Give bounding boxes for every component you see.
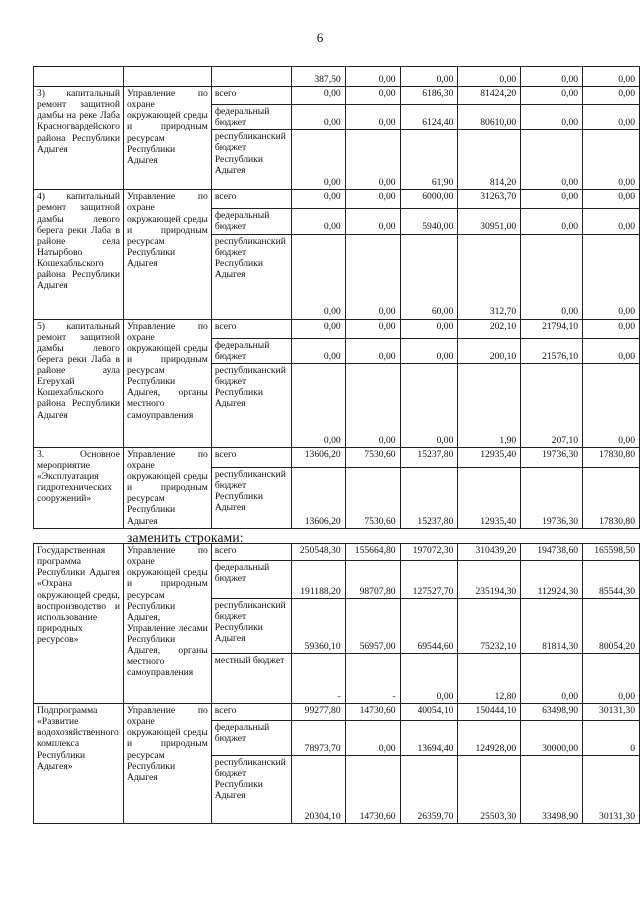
responsible-org-cell: Управление по охране окружающей среды и природным ресурсам Республики Адыгея, Управление лесами Республики Адыгея, органы местного самоуправления — [123, 544, 211, 704]
funding-source-cell: всего — [211, 544, 291, 561]
value-cell: 0,00 — [583, 654, 640, 704]
value-cell: 81814,30 — [521, 599, 583, 654]
empty-cell — [123, 67, 211, 87]
value-cell: 12935,40 — [458, 467, 521, 528]
program-name-cell: Подпрограмма «Развитие водохозяйственного комплекса Республики Адыгея» — [34, 704, 124, 824]
value-cell: 60,00 — [400, 234, 458, 319]
value-cell: 6000,00 — [400, 190, 458, 209]
value-cell: 0,00 — [345, 319, 400, 338]
funding-source-cell: республиканский бюджет Республики Адыгея — [211, 467, 291, 528]
value-cell: 202,10 — [458, 319, 521, 338]
funding-source-cell: федеральный бюджет — [211, 561, 291, 599]
table-row — [34, 67, 640, 87]
value-cell: 21576,10 — [521, 338, 583, 363]
value-cell: 0,00 — [583, 209, 640, 234]
program-name-cell: 3) капитальный ремонт защитной дамбы на реке Лаба Красногвардейского района Республики Адыгея — [34, 87, 124, 190]
value-cell: 124928,00 — [458, 721, 521, 756]
value-cell: 0,00 — [521, 87, 583, 105]
value-cell: 61,90 — [400, 130, 458, 190]
value-cell: 0,00 — [583, 319, 640, 338]
value-cell: 0,00 — [345, 234, 400, 319]
page-number: 6 — [316, 30, 324, 45]
value-cell: 7530,60 — [345, 447, 400, 467]
value-cell: 30131,30 — [583, 756, 640, 824]
table-row — [34, 319, 640, 338]
value-cell: 235194,30 — [458, 561, 521, 599]
program-name-cell: 4) капитальный ремонт защитной дамбы левого берега реки Лаба в районе села Натырбово Кошехабльского района Республики Адыгея — [34, 190, 124, 319]
value-cell: 31263,70 — [458, 190, 521, 209]
value-cell: - — [345, 654, 400, 704]
value-cell: 0,00 — [400, 338, 458, 363]
responsible-org-cell: Управление по охране окружающей среды и природным ресурсам Республики Адыгея — [123, 704, 211, 824]
funding-source-cell: республиканский бюджет Республики Адыгея — [211, 599, 291, 654]
value-cell: 0,00 — [521, 234, 583, 319]
value-cell: 0,00 — [291, 105, 345, 130]
value-cell: 0,00 — [345, 190, 400, 209]
value-cell: 0 — [583, 721, 640, 756]
value-cell: 0,00 — [583, 363, 640, 447]
value-cell: 7530,60 — [345, 467, 400, 528]
value-cell: 0,00 — [400, 363, 458, 447]
value-cell: 0,00 — [345, 105, 400, 130]
value-cell: 0,00 — [291, 234, 345, 319]
responsible-org-cell: Управление по охране окружающей среды и природным ресурсам Республики Адыгея — [123, 447, 211, 528]
value-cell: 30131,30 — [583, 704, 640, 721]
table-row — [34, 447, 640, 467]
program-name-cell: 5) капитальный ремонт защитной дамбы левого берега реки Лаба в районе аула Егерухай Кошехабльского района Республики Адыгея — [34, 319, 124, 447]
value-cell: 191188,20 — [291, 561, 345, 599]
value-cell: 1,90 — [458, 363, 521, 447]
value-cell: 19736,30 — [521, 447, 583, 467]
value-cell: 0,00 — [345, 721, 400, 756]
empty-cell — [211, 67, 291, 87]
funding-source-cell: местный бюджет — [211, 654, 291, 704]
value-cell: 30000,00 — [521, 721, 583, 756]
value-cell: 0,00 — [345, 338, 400, 363]
value-cell: 0,00 — [291, 363, 345, 447]
value-cell: 40054,10 — [400, 704, 458, 721]
value-cell: 26359,70 — [400, 756, 458, 824]
value-cell: 0,00 — [291, 209, 345, 234]
value-cell: 150444,10 — [458, 704, 521, 721]
value-cell: 155664,80 — [345, 544, 400, 561]
funding-source-cell: федеральный бюджет — [211, 721, 291, 756]
funding-source-cell: республиканский бюджет Республики Адыгея — [211, 363, 291, 447]
value-cell: 6186,30 — [400, 87, 458, 105]
empty-cell — [34, 67, 124, 87]
funding-source-cell: федеральный бюджет — [211, 105, 291, 130]
value-cell: 0,00 — [345, 363, 400, 447]
value-cell: 0,00 — [583, 130, 640, 190]
value-cell: 80610,00 — [458, 105, 521, 130]
value-cell: 0,00 — [583, 105, 640, 130]
value-cell: 0,00 — [291, 87, 345, 105]
value-cell: 0,00 — [400, 67, 458, 87]
value-cell: 0,00 — [521, 130, 583, 190]
value-cell: 0,00 — [583, 338, 640, 363]
value-cell: 75232,10 — [458, 599, 521, 654]
value-cell: 21794,10 — [521, 319, 583, 338]
value-cell: 0,00 — [521, 209, 583, 234]
funding-source-cell: федеральный бюджет — [211, 209, 291, 234]
value-cell: 0,00 — [345, 67, 400, 87]
value-cell: 0,00 — [345, 87, 400, 105]
funding-source-cell: республиканский бюджет Республики Адыгея — [211, 130, 291, 190]
responsible-org-cell: Управление по охране окружающей среды и природным ресурсам Республики Адыгея — [123, 190, 211, 319]
funding-source-cell: всего — [211, 190, 291, 209]
funding-source-cell: республиканский бюджет Республики Адыгея — [211, 756, 291, 824]
value-cell: 17830,80 — [583, 447, 640, 467]
value-cell: 0,00 — [458, 67, 521, 87]
value-cell: 0,00 — [521, 654, 583, 704]
value-cell: 69544,60 — [400, 599, 458, 654]
value-cell: 13606,20 — [291, 447, 345, 467]
value-cell: 0,00 — [400, 654, 458, 704]
funding-source-cell: всего — [211, 447, 291, 467]
value-cell: 0,00 — [583, 67, 640, 87]
value-cell: 63498,90 — [521, 704, 583, 721]
funding-source-cell: всего — [211, 87, 291, 105]
budget-table-replacement — [33, 543, 640, 824]
funding-source-cell: всего — [211, 319, 291, 338]
value-cell: 194738,60 — [521, 544, 583, 561]
value-cell: 0,00 — [583, 190, 640, 209]
value-cell: 310439,20 — [458, 544, 521, 561]
funding-source-cell: всего — [211, 704, 291, 721]
value-cell: 0,00 — [400, 319, 458, 338]
value-cell: 99277,80 — [291, 704, 345, 721]
value-cell: 56957,00 — [345, 599, 400, 654]
value-cell: 0,00 — [345, 209, 400, 234]
value-cell: 33498,90 — [521, 756, 583, 824]
responsible-org-cell: Управление по охране окружающей среды и природным ресурсам Республики Адыгея — [123, 87, 211, 190]
value-cell: 200,10 — [458, 338, 521, 363]
value-cell: 20304,10 — [291, 756, 345, 824]
table-row — [34, 190, 640, 209]
table-row — [34, 704, 640, 721]
value-cell: 14730,60 — [345, 756, 400, 824]
value-cell: 81424,20 — [458, 87, 521, 105]
value-cell: 127527,70 — [400, 561, 458, 599]
responsible-org-cell: Управление по охране окружающей среды и природным ресурсам Республики Адыгея, органы местного самоуправления — [123, 319, 211, 447]
value-cell: 85544,30 — [583, 561, 640, 599]
table-row — [34, 544, 640, 561]
value-cell: 0,00 — [521, 67, 583, 87]
value-cell: 0,00 — [291, 338, 345, 363]
value-cell: 15237,80 — [400, 467, 458, 528]
value-cell: 0,00 — [291, 319, 345, 338]
value-cell: 0,00 — [521, 105, 583, 130]
value-cell: - — [291, 654, 345, 704]
value-cell: 0,00 — [291, 130, 345, 190]
value-cell: 0,00 — [345, 130, 400, 190]
value-cell: 312,70 — [458, 234, 521, 319]
value-cell: 59360,10 — [291, 599, 345, 654]
value-cell: 13606,20 — [291, 467, 345, 528]
value-cell: 12,80 — [458, 654, 521, 704]
value-cell: 30951,00 — [458, 209, 521, 234]
value-cell: 6124,40 — [400, 105, 458, 130]
value-cell: 80054,20 — [583, 599, 640, 654]
value-cell: 12935,40 — [458, 447, 521, 467]
value-cell: 197072,30 — [400, 544, 458, 561]
value-cell: 0,00 — [291, 190, 345, 209]
program-name-cell: Государственная программа Республики Адыгея «Охрана окружающей среды, воспроизводство и использование природных ресурсов» — [34, 544, 124, 704]
value-cell: 78973,70 — [291, 721, 345, 756]
value-cell: 14730,60 — [345, 704, 400, 721]
value-cell: 814,20 — [458, 130, 521, 190]
funding-source-cell: республиканский бюджет Республики Адыгея — [211, 234, 291, 319]
program-name-cell: 3. Основное мероприятие «Эксплуатация гидротехнических сооружений» — [34, 447, 124, 528]
value-cell: 112924,30 — [521, 561, 583, 599]
funding-source-cell: федеральный бюджет — [211, 338, 291, 363]
value-cell: 17830,80 — [583, 467, 640, 528]
value-cell: 25503,30 — [458, 756, 521, 824]
value-cell: 13694,40 — [400, 721, 458, 756]
value-cell: 387,50 — [291, 67, 345, 87]
budget-table-original — [33, 66, 640, 529]
replace-caption: заменить строками: — [127, 530, 244, 545]
value-cell: 250548,30 — [291, 544, 345, 561]
value-cell: 0,00 — [583, 234, 640, 319]
value-cell: 0,00 — [521, 190, 583, 209]
value-cell: 15237,80 — [400, 447, 458, 467]
value-cell: 207,10 — [521, 363, 583, 447]
value-cell: 19736,30 — [521, 467, 583, 528]
value-cell: 98707,80 — [345, 561, 400, 599]
value-cell: 165598,50 — [583, 544, 640, 561]
value-cell: 0,00 — [583, 87, 640, 105]
value-cell: 5940,00 — [400, 209, 458, 234]
table-row — [34, 87, 640, 105]
